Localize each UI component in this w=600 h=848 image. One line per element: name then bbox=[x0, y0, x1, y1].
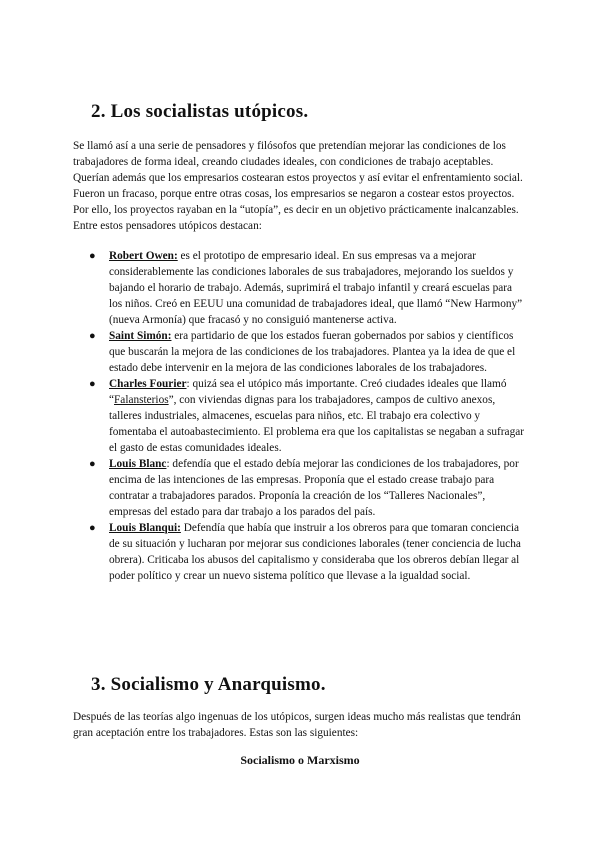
thinker-name: Saint Simón: bbox=[109, 330, 172, 342]
thinker-name: Charles Fourier bbox=[109, 378, 187, 390]
section-2-heading: 2. Los socialistas utópicos. bbox=[91, 101, 309, 122]
list-item-louis-blanc bbox=[89, 456, 525, 520]
thinker-description: Defendía que había que instruir a los obreros para que tomaran conciencia de su situación y lucharan por mejorar sus condiciones laborales (tener conciencia de lucha obrera). Criticaba los abusos del capitalismo y consideraba que los obreros debían llegar al poder político y crear un nuevo sistema político que llevase a la igualdad social. bbox=[109, 522, 521, 582]
thinker-description: es el prototipo de empresario ideal. En sus empresas va a mejorar considerablemente las condiciones laborales de sus trabajadores, mejorando los sueldos y bajando el horario de trabajo. Además, suprimirá el trabajo infantil y creará escuelas para los niños. Creó en EEUU una comunidad de trabajadores ideal, que llamó “New Harmony” (nueva Armonía) que fracasó y no consiguió mantenerse activa. bbox=[109, 250, 523, 326]
thinker-description: : defendía que el estado debía mejorar las condiciones de los trabajadores, por encima de las intenciones de las empresas. Proponía que el estado crease trabajo para contratar a trabajadores parados. Proponía la creación de los “Talleres Nacionales”, empresas del estado para dar trabajo a los parados del país. bbox=[109, 458, 519, 518]
section-2-intro-paragraph: Se llamó así a una serie de pensadores y filósofos que pretendían mejorar las condiciones de los trabajadores de forma ideal, creando ciudades ideales, con condiciones de trabajo aceptables. Querían además que los empresarios costearan estos proyectos y así evitar el enfrentamiento social. Fueron un fracaso, porque entre otras cosas, los empresarios se negaron a costear estos proyectos. Por ello, los proyectos rayaban en la “utopía”, es decir en un objetivo prácticamente inalcanzables. Entre estos pensadores utópicos destacan: bbox=[73, 140, 523, 232]
thinker-name: Louis Blanqui: bbox=[109, 522, 181, 534]
falansterios-term: Falansterios bbox=[114, 394, 169, 406]
bullet-icon: ● bbox=[89, 330, 96, 342]
thinker-description: : quizá sea el utópico más importante. Creó ciudades ideales que llamó “ bbox=[109, 378, 507, 406]
list-item-saint-simon bbox=[89, 328, 525, 376]
bullet-icon: ● bbox=[89, 522, 96, 534]
bullet-icon: ● bbox=[89, 458, 96, 470]
list-item-robert-owen bbox=[89, 248, 525, 328]
thinker-name: Robert Owen: bbox=[109, 250, 178, 262]
thinker-description-cont: ”, con viviendas dignas para los trabajadores, campos de cultivo anexos, talleres industriales, almacenes, escuelas para niños, etc. El trabajo era colectivo y fomentaba el autoabastecimiento. El problema era que los capitalistas se negaban a sufragar el gasto de estas comunidades ideales. bbox=[109, 394, 524, 454]
bullet-icon: ● bbox=[89, 250, 96, 262]
bullet-icon: ● bbox=[89, 378, 96, 390]
thinker-description: era partidario de que los estados fueran gobernados por sabios y científicos que buscarán la mejora de las condiciones de los trabajadores. Plantea ya la idea de que el estado debe intervenir en la mejora de las condiciones laborales de los trabajadores. bbox=[109, 330, 516, 374]
list-item-louis-blanqui bbox=[89, 520, 525, 584]
list-item-charles-fourier bbox=[89, 376, 525, 456]
socialism-subheading: Socialismo o Marxismo bbox=[240, 753, 360, 767]
section-3-heading: 3. Socialismo y Anarquismo. bbox=[91, 674, 326, 695]
section-3-intro-paragraph: Después de las teorías algo ingenuas de los utópicos, surgen ideas mucho más realistas que tendrán gran aceptación entre los trabajadores. Estas son las siguientes: bbox=[73, 711, 521, 739]
utopian-thinkers-list bbox=[89, 248, 525, 584]
thinker-name: Louis Blanc bbox=[109, 458, 167, 470]
